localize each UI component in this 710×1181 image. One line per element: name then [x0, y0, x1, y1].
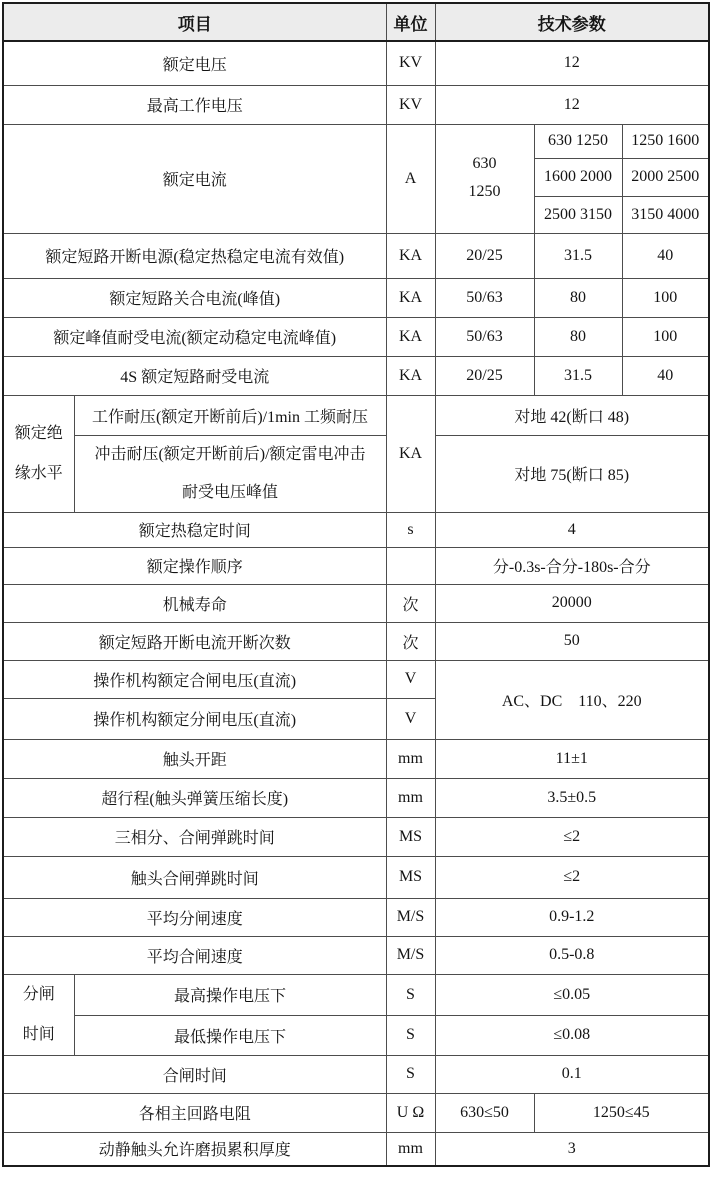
- value-cell: 31.5: [534, 356, 622, 395]
- row-label: 机械寿命: [3, 584, 386, 622]
- col-header-unit: 单位: [386, 3, 435, 41]
- row-label: 平均分闸速度: [3, 898, 386, 936]
- header-row: [3, 3, 709, 41]
- unit-cell: KA: [386, 356, 435, 395]
- value-cell: 50/63: [435, 317, 534, 356]
- value-cell: 4: [435, 512, 709, 547]
- value-cell: 对地 42(断口 48): [435, 395, 709, 435]
- value-cell: ≤2: [435, 856, 709, 898]
- value-cell: 100: [622, 278, 709, 317]
- value-cell: 80: [534, 278, 622, 317]
- row-label: 各相主回路电阻: [3, 1093, 386, 1132]
- unit-cell: S: [386, 1015, 435, 1055]
- unit-cell: M/S: [386, 936, 435, 974]
- value-cell: 20/25: [435, 356, 534, 395]
- row-label: 额定峰值耐受电流(额定动稳定电流峰值): [3, 317, 386, 356]
- row-main-loop-resistance: [3, 1093, 709, 1132]
- row-insulation-2: [3, 435, 709, 512]
- row-label: 合闸时间: [3, 1055, 386, 1093]
- unit-cell: KA: [386, 317, 435, 356]
- value-line: 1250: [468, 183, 501, 200]
- value-cell: 40: [622, 233, 709, 278]
- row-rated-current-1: [3, 124, 709, 158]
- value-cell: 50/63: [435, 278, 534, 317]
- section-label-line: 时间: [22, 1025, 55, 1043]
- row-label: 三相分、合闸弹跳时间: [3, 817, 386, 856]
- row-label: 动静触头允许磨损累积厚度: [3, 1132, 386, 1166]
- unit-cell: 次: [386, 622, 435, 660]
- unit-cell: MS: [386, 817, 435, 856]
- row-label: 额定短路关合电流(峰值): [3, 278, 386, 317]
- unit-cell: S: [386, 974, 435, 1015]
- row-label: 平均合闸速度: [3, 936, 386, 974]
- unit-cell: KA: [386, 395, 435, 512]
- row-label: 工作耐压(额定开断前后)/1min 工频耐压: [74, 395, 386, 435]
- unit-cell: s: [386, 512, 435, 547]
- value-cell: 100: [622, 317, 709, 356]
- row-label: 操作机构额定分闸电压(直流): [3, 698, 386, 739]
- row-closing-voltage: [3, 660, 709, 698]
- section-label-insulation: [3, 395, 74, 512]
- row-avg-opening-speed: [3, 898, 709, 936]
- value-cell: ≤0.08: [435, 1015, 709, 1055]
- unit-cell: M/S: [386, 898, 435, 936]
- row-thermal-stability-time: [3, 512, 709, 547]
- value-cell: 40: [622, 356, 709, 395]
- col-header-params: 技术参数: [435, 3, 709, 41]
- row-label: 最高工作电压: [3, 85, 386, 124]
- row-label: 额定操作顺序: [3, 547, 386, 584]
- unit-cell: A: [386, 124, 435, 233]
- value-cell: 对地 75(断口 85): [435, 435, 709, 512]
- unit-cell: KV: [386, 85, 435, 124]
- row-withstand-4s: [3, 356, 709, 395]
- value-cell: 3: [435, 1132, 709, 1166]
- row-overtravel: [3, 778, 709, 817]
- row-peak-withstand: [3, 317, 709, 356]
- value-line: 630: [472, 155, 497, 173]
- value-cell: 2500 3150: [534, 196, 622, 233]
- row-avg-closing-speed: [3, 936, 709, 974]
- value-cell: 0.9-1.2: [435, 898, 709, 936]
- value-cell: 20/25: [435, 233, 534, 278]
- unit-cell: V: [386, 698, 435, 739]
- section-label-opening-time: [3, 974, 74, 1055]
- unit-cell: KV: [386, 41, 435, 85]
- unit-cell: V: [386, 660, 435, 698]
- value-cell: 0.5-0.8: [435, 936, 709, 974]
- row-opening-time-2: [3, 1015, 709, 1055]
- row-max-working-voltage: [3, 85, 709, 124]
- row-label: 额定电流: [3, 124, 386, 233]
- unit-cell: [386, 547, 435, 584]
- unit-cell: KA: [386, 278, 435, 317]
- row-three-phase-bounce: [3, 817, 709, 856]
- value-cell: 1600 2000: [534, 158, 622, 196]
- row-label: 最低操作电压下: [74, 1015, 386, 1055]
- row-label: 4S 额定短路耐受电流: [3, 356, 386, 395]
- unit-cell: U Ω: [386, 1093, 435, 1132]
- unit-cell: mm: [386, 739, 435, 778]
- row-label: 超行程(触头弹簧压缩长度): [3, 778, 386, 817]
- row-mechanical-life: [3, 584, 709, 622]
- spec-table: [2, 2, 710, 1167]
- value-cell: 50: [435, 622, 709, 660]
- row-label: 触头开距: [3, 739, 386, 778]
- row-label-line: 耐受电压峰值: [181, 483, 278, 501]
- value-cell: ≤0.05: [435, 974, 709, 1015]
- value-cell: 630≤50: [435, 1093, 534, 1132]
- row-rated-voltage: [3, 41, 709, 85]
- row-label: 额定电压: [3, 41, 386, 85]
- value-cell: AC、DC 110、220: [435, 660, 709, 739]
- row-label: 额定短路开断电流开断次数: [3, 622, 386, 660]
- row-breaking-operations: [3, 622, 709, 660]
- row-label: [74, 435, 386, 512]
- row-closing-time: [3, 1055, 709, 1093]
- row-label: 额定热稳定时间: [3, 512, 386, 547]
- unit-cell: S: [386, 1055, 435, 1093]
- value-cell: 12: [435, 85, 709, 124]
- value-cell: 12: [435, 41, 709, 85]
- value-cell-group: [435, 124, 534, 233]
- unit-cell: mm: [386, 778, 435, 817]
- col-header-item: 项目: [3, 3, 386, 41]
- unit-cell: 次: [386, 584, 435, 622]
- section-label-line: 额定绝: [14, 424, 63, 442]
- value-cell: 2000 2500: [622, 158, 709, 196]
- value-cell: 80: [534, 317, 622, 356]
- section-label-line: 分闸: [22, 985, 55, 1003]
- value-cell: 11±1: [435, 739, 709, 778]
- unit-cell: mm: [386, 1132, 435, 1166]
- row-label: 额定短路开断电源(稳定热稳定电流有效值): [3, 233, 386, 278]
- row-short-circuit-breaking: [3, 233, 709, 278]
- row-contact-gap: [3, 739, 709, 778]
- row-opening-time-1: [3, 974, 709, 1015]
- row-contact-close-bounce: [3, 856, 709, 898]
- row-label: 触头合闸弹跳时间: [3, 856, 386, 898]
- row-label-line: 冲击耐压(额定开断前后)/额定雷电冲击: [94, 445, 366, 463]
- value-cell: 1250 1600: [622, 124, 709, 158]
- row-label: 操作机构额定合闸电压(直流): [3, 660, 386, 698]
- value-cell: 3.5±0.5: [435, 778, 709, 817]
- value-cell: 分-0.3s-合分-180s-合分: [435, 547, 709, 584]
- value-cell: 3150 4000: [622, 196, 709, 233]
- value-cell: 31.5: [534, 233, 622, 278]
- unit-cell: KA: [386, 233, 435, 278]
- value-cell: ≤2: [435, 817, 709, 856]
- row-label: 最高操作电压下: [74, 974, 386, 1015]
- value-cell: 630 1250: [534, 124, 622, 158]
- unit-cell: MS: [386, 856, 435, 898]
- row-wear-thickness: [3, 1132, 709, 1166]
- row-insulation-1: [3, 395, 709, 435]
- row-short-circuit-making: [3, 278, 709, 317]
- value-cell: 20000: [435, 584, 709, 622]
- section-label-line: 缘水平: [14, 464, 63, 482]
- row-operation-sequence: [3, 547, 709, 584]
- value-cell: 1250≤45: [534, 1093, 709, 1132]
- value-cell: 0.1: [435, 1055, 709, 1093]
